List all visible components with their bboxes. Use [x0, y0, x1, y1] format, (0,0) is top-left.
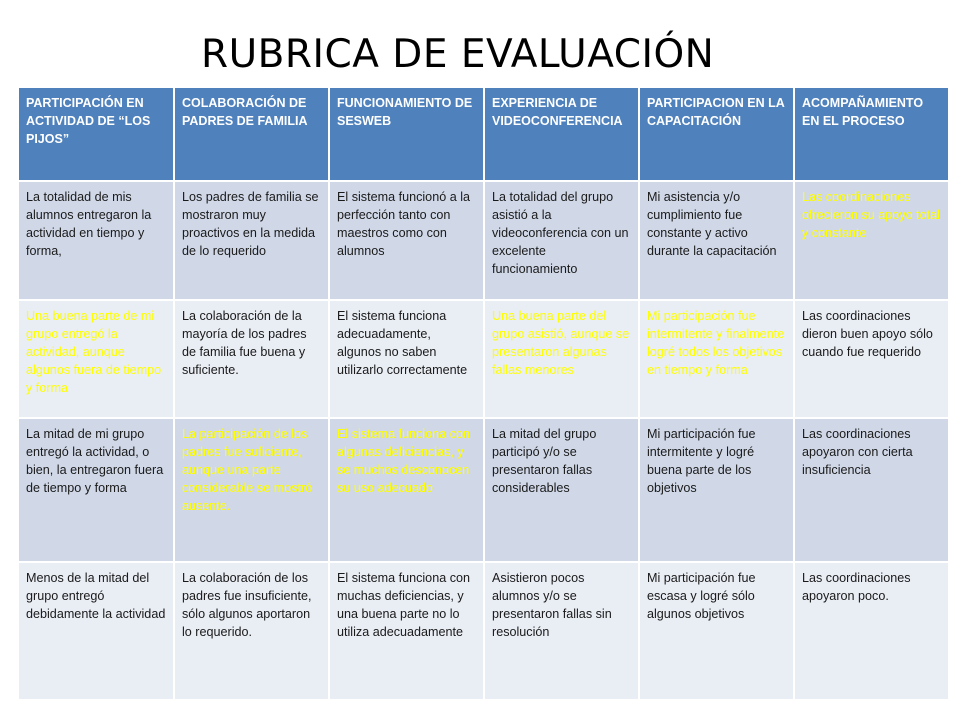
- table-cell: La mitad de mi grupo entregó la actividad, o bien, la entregaron fuera de tiempo y forma: [18, 418, 174, 562]
- table-cell: Mi participación fue escasa y logré sólo algunos objetivos: [639, 562, 794, 700]
- table-cell: Una buena parte del grupo asistió, aunque se presentaron algunas fallas menores: [484, 300, 639, 418]
- table-cell: La colaboración de la mayoría de los padres de familia fue buena y suficiente.: [174, 300, 329, 418]
- header-experiencia-videoconferencia: EXPERIENCIA DE VIDEOCONFERENCIA: [484, 87, 639, 181]
- table-cell: La participación de los padres fue suficiente, aunque una parte considerable se mostró ausente.: [174, 418, 329, 562]
- table-cell: Las coordinaciones apoyaron poco.: [794, 562, 949, 700]
- header-participacion-capacitacion: PARTICIPACION EN LA CAPACITACIÓN: [639, 87, 794, 181]
- table-row: [18, 418, 949, 562]
- page-title: RUBRICA DE EVALUACIÓN: [201, 32, 715, 77]
- table-cell: Menos de la mitad del grupo entregó debidamente la actividad: [18, 562, 174, 700]
- table-cell: Las coordinaciones apoyaron con cierta insuficiencia: [794, 418, 949, 562]
- table-cell: La totalidad de mis alumnos entregaron la actividad en tiempo y forma,: [18, 181, 174, 300]
- header-participacion-actividad: PARTICIPACIÓN EN ACTIVIDAD DE “LOS PIJOS”: [18, 87, 174, 181]
- table-cell: La totalidad del grupo asistió a la videoconferencia con un excelente funcionamiento: [484, 181, 639, 300]
- table-cell: Asistieron pocos alumnos y/o se presentaron fallas sin resolución: [484, 562, 639, 700]
- table-row: [18, 300, 949, 418]
- header-acompanamiento-proceso: ACOMPAÑAMIENTO EN EL PROCESO: [794, 87, 949, 181]
- table-cell: Las coordinaciones dieron buen apoyo sólo cuando fue requerido: [794, 300, 949, 418]
- rubric-table: [17, 86, 950, 701]
- header-funcionamiento-sesweb: FUNCIONAMIENTO DE SESWEB: [329, 87, 484, 181]
- table-cell: El sistema funcionó a la perfección tanto con maestros como con alumnos: [329, 181, 484, 300]
- table-cell: Mi asistencia y/o cumplimiento fue constante y activo durante la capacitación: [639, 181, 794, 300]
- table-cell: Los padres de familia se mostraron muy proactivos en la medida de lo requerido: [174, 181, 329, 300]
- table-row: [18, 181, 949, 300]
- table-cell: El sistema funciona con muchas deficiencias, y una buena parte no lo utiliza adecuadamente: [329, 562, 484, 700]
- table-cell: El sistema funciona adecuadamente, algunos no saben utilizarlo correctamente: [329, 300, 484, 418]
- table-cell: Mi participación fue intermitente y logré buena parte de los objetivos: [639, 418, 794, 562]
- header-row: [18, 87, 949, 181]
- table-cell: Una buena parte de mi grupo entregó la actividad, aunque algunos fuera de tiempo y forma: [18, 300, 174, 418]
- table-row: [18, 562, 949, 700]
- header-colaboracion-padres: COLABORACIÓN DE PADRES DE FAMILIA: [174, 87, 329, 181]
- table-cell: La colaboración de los padres fue insuficiente, sólo algunos aportaron lo requerido.: [174, 562, 329, 700]
- table-cell: El sistema funciona con algunas deficiencias, y se muchos desconocen su uso adecuado: [329, 418, 484, 562]
- table-cell: La mitad del grupo participó y/o se presentaron fallas considerables: [484, 418, 639, 562]
- table-cell: Las coordinaciones ofrecieron su apoyo total y constante: [794, 181, 949, 300]
- table-cell: Mi participación fue intermitente y finalmente logré todos los objetivos en tiempo y forma: [639, 300, 794, 418]
